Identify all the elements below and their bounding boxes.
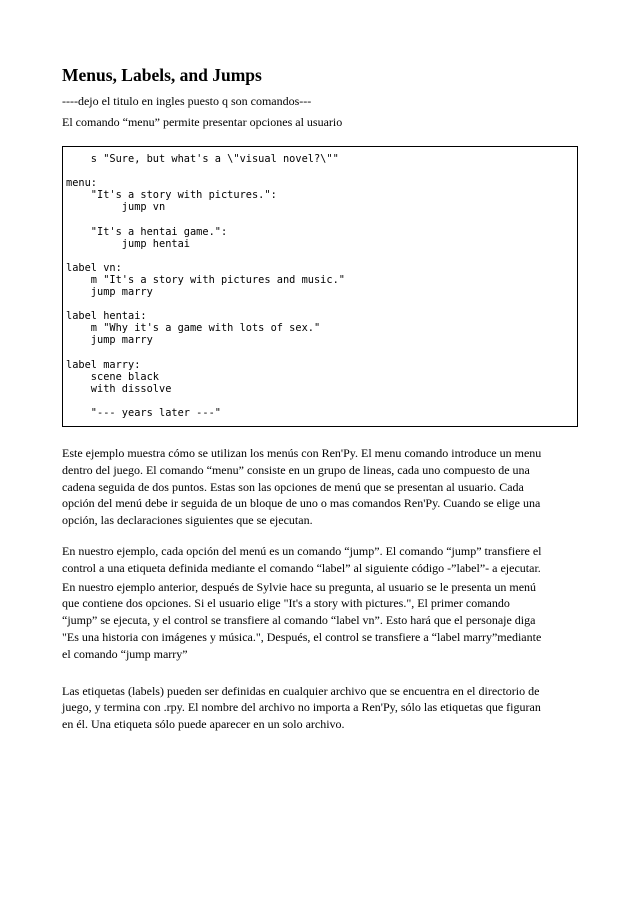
- code-line: label hentai:: [66, 310, 147, 323]
- code-line: jump marry: [66, 286, 153, 299]
- code-line: "--- years later ---": [66, 406, 221, 419]
- code-line: label marry:: [66, 358, 141, 371]
- paragraph-line: opción del menú debe ir seguida de un bloque de uno o mas comandos Ren'Py. Cuando se elige una: [62, 496, 541, 511]
- code-line: with dissolve: [66, 382, 172, 395]
- paragraph-labels-files: [62, 683, 578, 733]
- code-line: scene black: [66, 370, 159, 383]
- page-title: Menus, Labels, and Jumps: [62, 65, 262, 85]
- paragraph-line: dentro del juego. El comando “menu” consiste en un grupo de lineas, cada uno compuesto de una: [62, 462, 530, 477]
- paragraph-line: En nuestro ejemplo anterior, después de Sylvie hace su pregunta, al usuario se le presenta un menú: [62, 579, 537, 594]
- code-block: [62, 146, 578, 427]
- intro-text: El comando “menu” permite presentar opciones al usuario: [62, 115, 343, 129]
- subtitle-note: ----dejo el titulo en ingles puesto q son comandos---: [62, 94, 312, 108]
- code-line: jump vn: [66, 201, 166, 214]
- code-line: "It's a story with pictures.":: [66, 189, 277, 202]
- paragraph-line: Este ejemplo muestra cómo se utilizan los menús con Ren'Py. El menu comando introduce un menu: [62, 446, 542, 460]
- paragraph-example-walkthrough: [62, 579, 578, 663]
- code-line: menu:: [66, 177, 97, 190]
- code-line: [66, 250, 574, 262]
- code-line: jump marry: [66, 334, 153, 347]
- paragraph-line: control a una etiqueta definida mediante el comando “label” al siguiente código -”label”- a ejecutar.: [62, 560, 541, 575]
- code-line: label vn:: [66, 261, 122, 274]
- code-line: [66, 213, 574, 225]
- code-line: m "Why it's a game with lots of sex.": [66, 322, 321, 335]
- paragraph-jump-explanation: [62, 543, 578, 577]
- code-line: "It's a hentai game.":: [66, 225, 228, 238]
- paragraph-line: cadena seguida de dos puntos. Estas son las opciones de menú que se presentan al usuario. Cada: [62, 479, 524, 494]
- paragraph-line: Las etiquetas (labels) pueden ser definidas en cualquier archivo que se encuentra en el directorio de: [62, 683, 540, 698]
- paragraph-line: que contiene dos opciones. Si el usuario elige "It's a story with pictures.", El primer comando: [62, 596, 510, 611]
- paragraph-line: opción, las declaraciones siguientes que se ejecutan.: [62, 513, 313, 528]
- code-line: [66, 298, 574, 310]
- paragraph-line: "Es una historia con imágenes y música.", Después, el control se transfiere a “label marry”mediante: [62, 629, 542, 644]
- paragraph-line: “jump” se ejecuta, y el control se transfiere al comando “label vn”. Esto hará que el personaje diga: [62, 613, 536, 628]
- code-line: jump hentai: [66, 237, 190, 250]
- code-line: [66, 165, 574, 177]
- paragraph-line: el comando “jump marry”: [62, 646, 188, 661]
- paragraph-line: En nuestro ejemplo, cada opción del menú es un comando “jump”. El comando “jump” transfiere el: [62, 543, 542, 558]
- document-page: [62, 64, 578, 733]
- code-line: [66, 395, 574, 407]
- code-line: s "Sure, but what's a \"visual novel?\"": [66, 153, 339, 165]
- paragraph-line: en él. Una etiqueta sólo puede aparecer en un solo archivo.: [62, 717, 345, 732]
- paragraph-menus-explanation: [62, 445, 578, 529]
- paragraph-line: juego, y termina con .rpy. El nombre del archivo no importa a Ren'Py, sólo las etiquetas que figuran: [62, 700, 541, 715]
- code-line: m "It's a story with pictures and music.": [66, 273, 345, 286]
- code-line: [66, 347, 574, 359]
